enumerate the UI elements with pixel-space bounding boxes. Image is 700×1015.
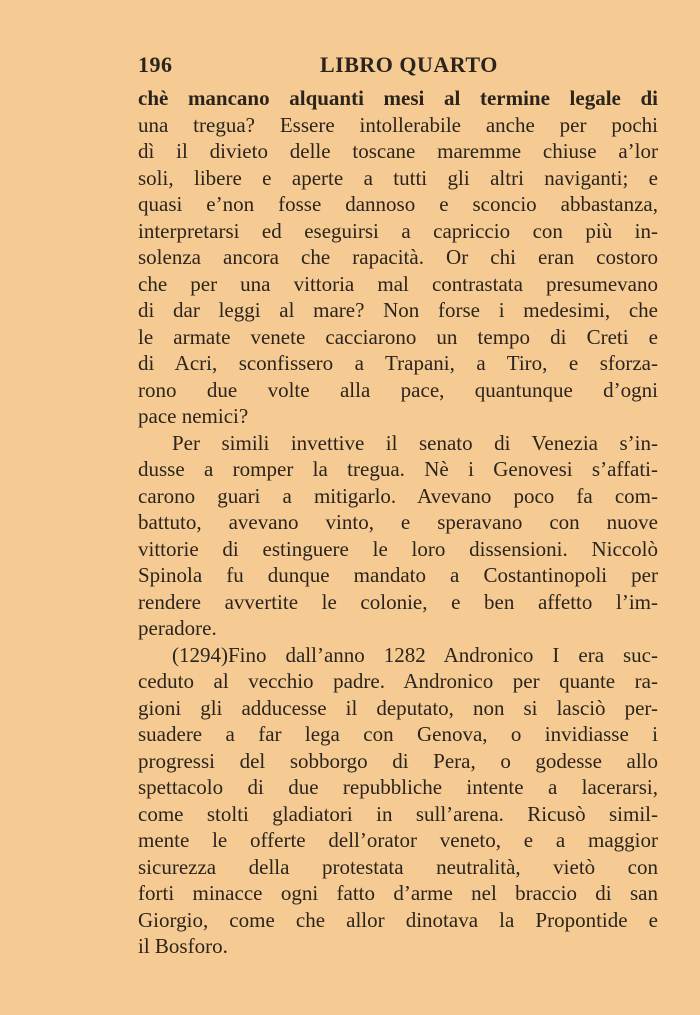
text-line: carono guari a mitigarlo. Avevano poco fa com- — [138, 483, 658, 508]
text-line: spettacolo di due repubbliche intente a lacerarsi, — [138, 775, 658, 799]
paragraph-first-line: (1294)Fino dall’anno 1282 Andronico I era suc- — [172, 642, 658, 667]
text-line: dì il divieto delle toscane maremme chiuse a’lor — [138, 139, 658, 163]
text-line: le armate venete cacciarono un tempo di Creti e — [138, 324, 658, 349]
text-line: peradore. — [138, 616, 217, 640]
text-line: progressi del sobborgo di Pera, o godesse allo — [138, 748, 658, 773]
text-line: gioni gli adducesse il deputato, non si lasciò per- — [138, 695, 658, 720]
text-line: di dar leggi al mare? Non forse i medesimi, che — [138, 298, 658, 322]
text-line: ceduto al vecchio padre. Andronico per quante ra- — [138, 669, 658, 693]
text-line: battuto, avevano vinto, e speravano con nuove — [138, 510, 658, 534]
text-line: soli, libere e aperte a tutti gli altri naviganti; e — [138, 165, 658, 190]
body-text — [138, 85, 658, 960]
text-line: di Acri, sconfissero a Trapani, a Tiro, e sforza- — [138, 351, 658, 375]
text-line: pace nemici? — [138, 404, 249, 428]
text-line: Spinola fu dunque mandato a Costantinopoli per — [138, 563, 658, 587]
text-line: interpretarsi ed eseguirsi a capriccio con più in- — [138, 218, 658, 243]
text-line: solenza ancora che rapacità. Or chi eran costoro — [138, 245, 658, 269]
text-line: quasi e’non fosse dannoso e sconcio abbastanza, — [138, 192, 658, 216]
text-line: dusse a romper la tregua. Nè i Genovesi s’affati- — [138, 457, 658, 481]
text-line: rono due volte alla pace, quantunque d’ogni — [138, 377, 658, 402]
text-line: forti minacce ogni fatto d’arme nel braccio di san — [138, 881, 658, 905]
text-line: che per una vittoria mal contrastata presumevano — [138, 271, 658, 296]
running-head — [138, 52, 658, 82]
page-number: 196 — [138, 52, 173, 77]
text-line: rendere avvertite le colonie, e ben affetto l’im- — [138, 589, 658, 614]
text-line: vittorie di estinguere le loro dissensioni. Niccolò — [138, 536, 658, 561]
text-line: una tregua? Essere intollerabile anche per pochi — [138, 112, 658, 137]
text-line: come stolti gladiatori in sull’arena. Ricusò simil- — [138, 801, 658, 826]
text-line: chè mancano alquanti mesi al termine legale di — [138, 86, 658, 110]
paragraph-first-line: Per simili invettive il senato di Venezia s’in- — [172, 430, 658, 455]
section-title: LIBRO QUARTO — [320, 52, 498, 77]
text-line: mente le offerte dell’orator veneto, e a maggior — [138, 828, 658, 852]
text-line: Giorgio, come che allor dinotava la Propontide e — [138, 907, 658, 932]
text-line: il Bosforo. — [138, 934, 228, 958]
text-line: sicurezza della protestata neutralità, vietò con — [138, 854, 658, 879]
text-line: suadere a far lega con Genova, o invidiasse i — [138, 722, 658, 746]
